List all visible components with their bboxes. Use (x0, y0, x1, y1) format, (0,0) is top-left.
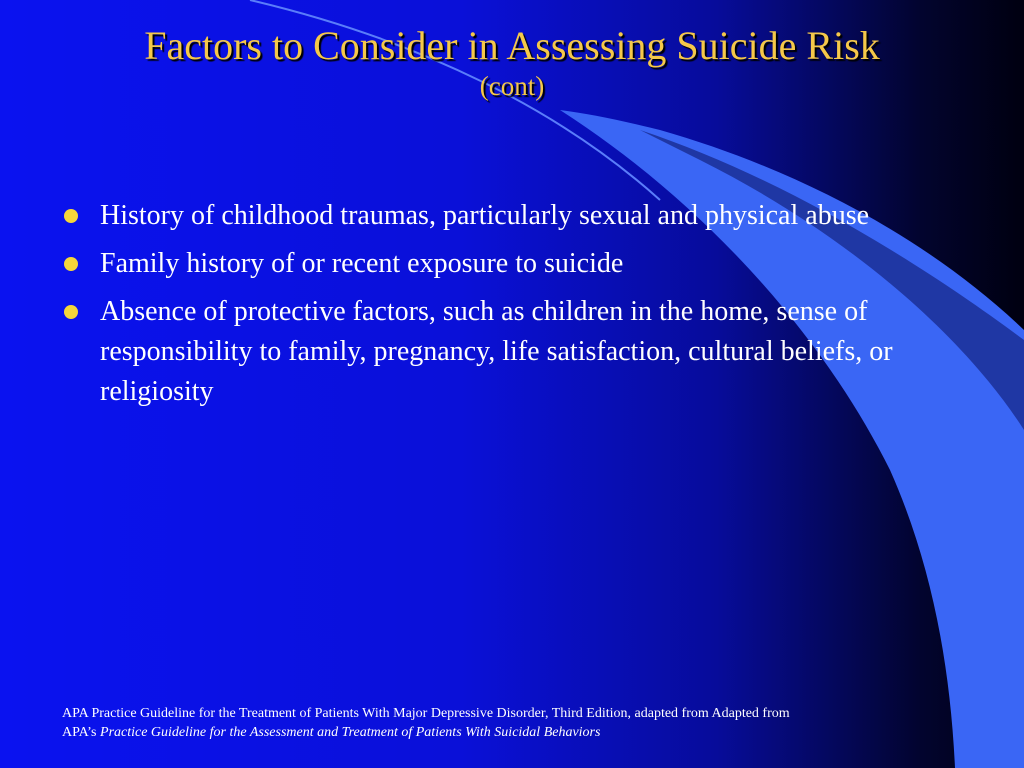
citation-prefix: APA’s (62, 725, 101, 740)
bullet-dot-icon (64, 209, 78, 223)
citation-line1: APA Practice Guideline for the Treatment of Patients With Major Depressive Disorder, Third Edition, adapted from Adapted from (62, 706, 790, 721)
bullet-item (60, 196, 960, 236)
bullet-text: Family history of or recent exposure to suicide (100, 248, 624, 279)
bullet-item (60, 244, 960, 284)
title-subtitle: (cont) (479, 71, 545, 101)
bullet-text: Absence of protective factors, such as children in the home, sense of responsibility to family, pregnancy, life satisfaction, cultural beliefs, or religiosity (100, 296, 893, 407)
bullet-text: History of childhood traumas, particularly sexual and physical abuse (100, 200, 870, 231)
bullet-dot-icon (64, 257, 78, 271)
citation (62, 704, 962, 742)
bullet-list (60, 196, 960, 420)
title-text: Factors to Consider in Assessing Suicide Risk (144, 23, 880, 68)
bullet-item (60, 292, 960, 412)
slide-title (0, 22, 1024, 102)
bullet-dot-icon (64, 305, 78, 319)
citation-title: Practice Guideline for the Assessment and Treatment of Patients With Suicidal Behaviors (100, 725, 601, 740)
